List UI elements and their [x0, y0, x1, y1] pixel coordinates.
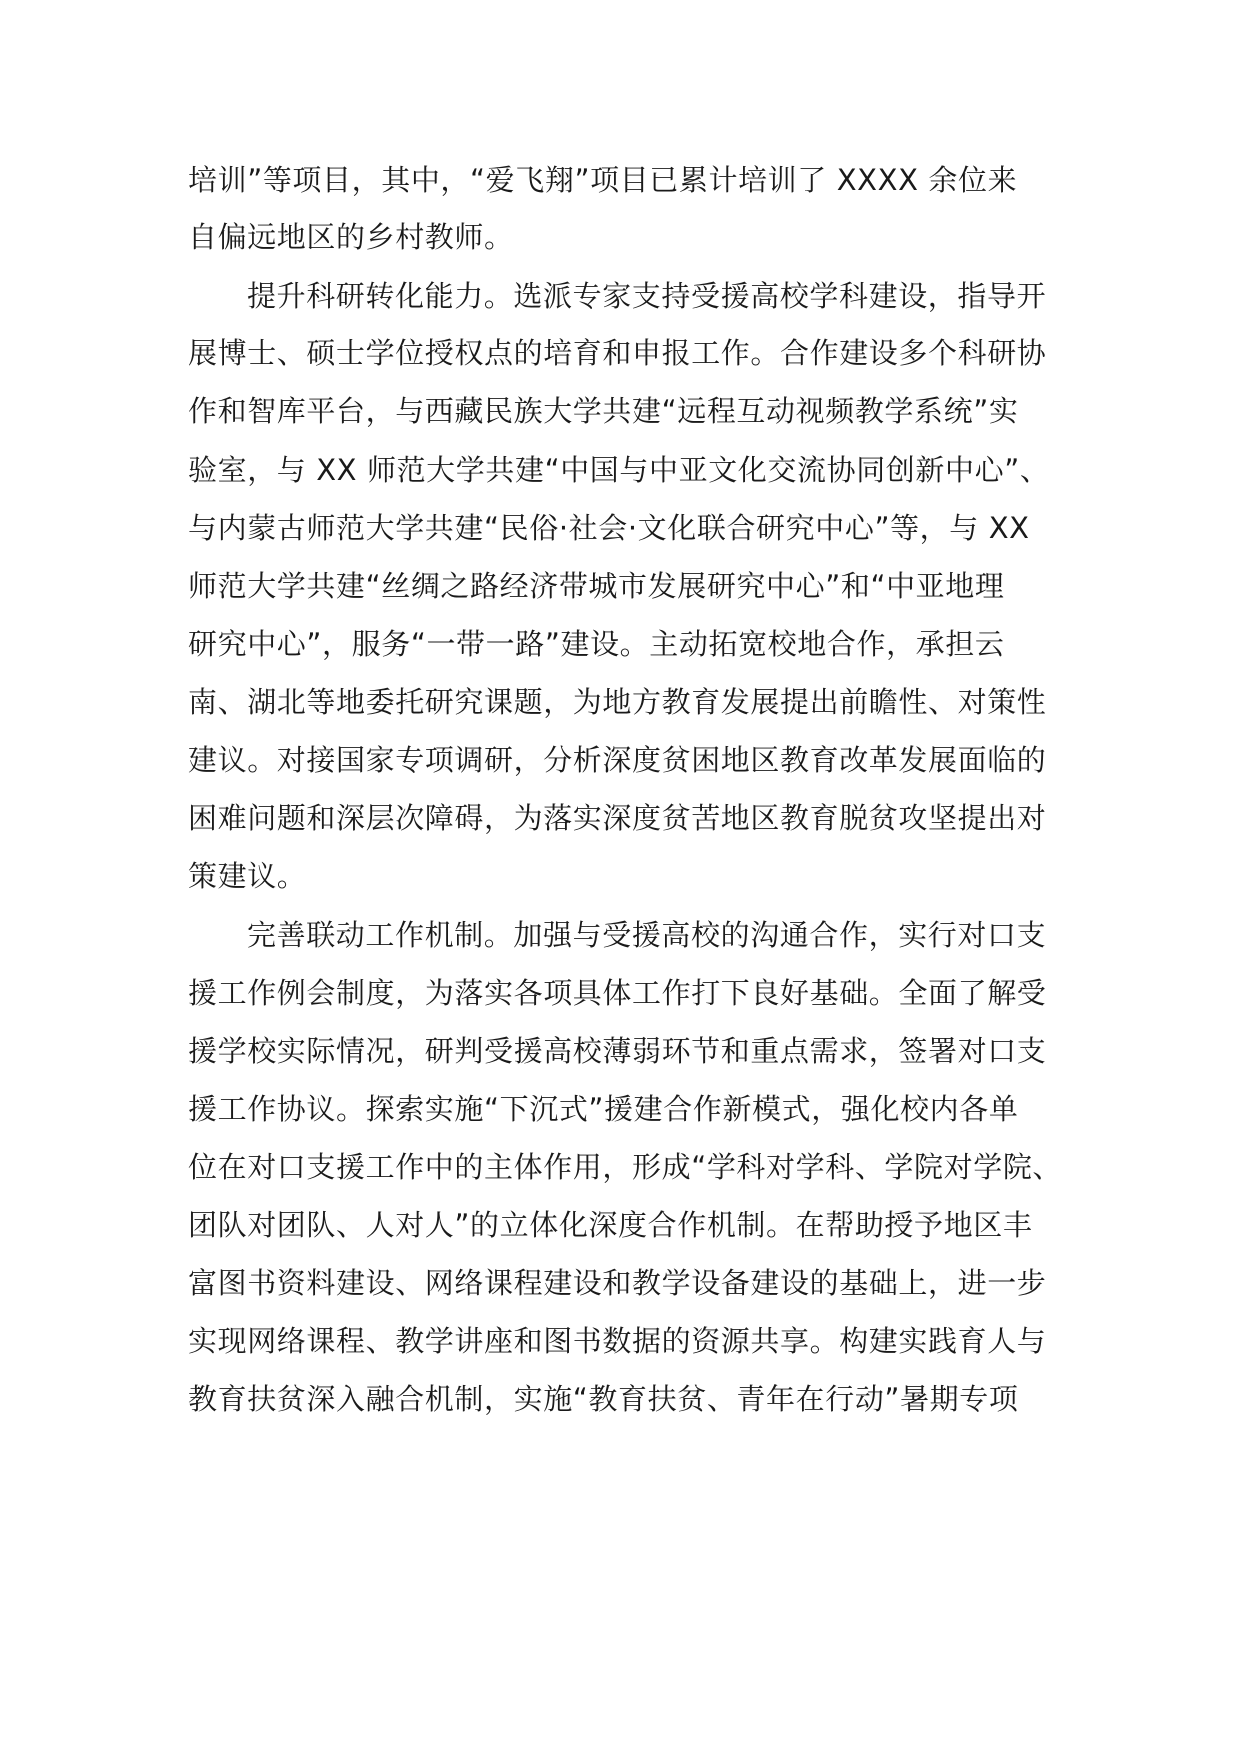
text-line: 富图书资料建设、网络课程建设和教学设备建设的基础上，进一步 [188, 1266, 1047, 1300]
text-line: 自偏远地区的乡村教师。 [188, 220, 514, 254]
text-line: 教育扶贫深入融合机制，实施“教育扶贫、青年在行动”暑期专项 [188, 1382, 1019, 1416]
text-line: 困难问题和深层次障碍，为落实深度贫苦地区教育脱贫攻坚提出对 [188, 801, 1047, 835]
text-line: 展博士、硕士学位授权点的培育和申报工作。合作建设多个科研协 [188, 336, 1047, 370]
text-line: 援学校实际情况，研判受援高校薄弱环节和重点需求，签署对口支 [188, 1034, 1047, 1068]
text-line: 与内蒙古师范大学共建“民俗·社会·文化联合研究中心”等，与 XX [188, 511, 1030, 545]
text-line: 团队对团队、人对人”的立体化深度合作机制。在帮助授予地区丰 [188, 1208, 1033, 1242]
text-line: 南、湖北等地委托研究课题，为地方教育发展提出前瞻性、对策性 [188, 685, 1047, 719]
text-line: 研究中心”，服务“一带一路”建设。主动拓宽校地合作，承担云 [188, 627, 1005, 661]
text-line: 建议。对接国家专项调研，分析深度贫困地区教育改革发展面临的 [188, 743, 1047, 777]
text-line: 师范大学共建“丝绸之路经济带城市发展研究中心”和“中亚地理 [188, 569, 1005, 603]
paragraph-start-line: 完善联动工作机制。加强与受援高校的沟通合作，实行对口支 [247, 918, 1047, 952]
text-line: 培训”等项目，其中，“爱飞翔”项目已累计培训了 XXXX 余位来 [188, 163, 1018, 197]
text-line: 援工作协议。探索实施“下沉式”援建合作新模式，强化校内各单 [188, 1092, 1019, 1126]
text-line: 援工作例会制度，为落实各项具体工作打下良好基础。全面了解受 [188, 976, 1047, 1010]
text-line: 实现网络课程、教学讲座和图书数据的资源共享。构建实践育人与 [188, 1324, 1047, 1358]
text-line: 作和智库平台，与西藏民族大学共建“远程互动视频教学系统”实 [188, 394, 1019, 428]
text-line: 验室，与 XX 师范大学共建“中国与中亚文化交流协同创新中心”、 [188, 453, 1050, 487]
paragraph-start-line: 提升科研转化能力。选派专家支持受援高校学科建设，指导开 [247, 279, 1047, 313]
text-line: 策建议。 [188, 859, 307, 893]
text-line: 位在对口支援工作中的主体作用，形成“学科对学科、学院对学院、 [188, 1150, 1063, 1184]
